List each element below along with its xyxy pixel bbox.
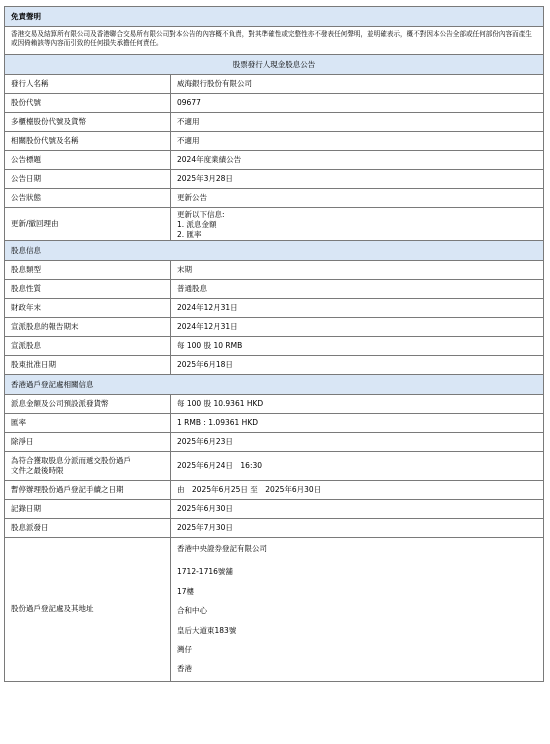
row-label: 宣派股息的報告期末 (5, 318, 171, 337)
announcement-title: 股票發行人現金股息公告 (5, 55, 544, 75)
dividend-row (5, 299, 544, 318)
disclaimer-title: 免責聲明 (5, 7, 544, 27)
address-line: 香港中央證券登記有限公司 (177, 544, 267, 553)
issuer-row (5, 94, 544, 113)
issuer-row (5, 151, 544, 170)
row-value: 2025年6月30日 (171, 500, 544, 519)
disclaimer-header-row (5, 7, 544, 27)
row-label: 記錄日期 (5, 500, 171, 519)
address-line: 17樓 (177, 586, 195, 596)
reason-line: 更新以下信息: (177, 210, 225, 219)
row-value: 2025年3月28日 (171, 170, 544, 189)
disclaimer-text: 香港交易及結算所有限公司及香港聯合交易所有限公司對本公告的內容概不負責，對其準確性或完整性亦不發表任何聲明，並明確表示，概不對因本公告全部或任何部份內容而產生或因倚賴該等內容而引致的任何損失承擔任何責任。 (5, 27, 544, 55)
row-label: 公告狀態 (5, 189, 171, 208)
row-value: 2025年7月30日 (171, 519, 544, 538)
row-label: 公告標題 (5, 151, 171, 170)
update-reason-row (5, 208, 544, 241)
update-reason-value (171, 208, 544, 241)
hk-section-header (5, 375, 544, 395)
row-label: 匯率 (5, 414, 171, 433)
issuer-row (5, 132, 544, 151)
row-label (5, 452, 171, 481)
row-value: 2025年6月23日 (171, 433, 544, 452)
row-value: 普通股息 (171, 280, 544, 299)
reason-line: 1. 派息金額 (177, 220, 217, 229)
row-value: 2024年12月31日 (171, 299, 544, 318)
row-label: 股息性質 (5, 280, 171, 299)
row-value: 不適用 (171, 113, 544, 132)
address-line: 皇后大道東183號 (177, 625, 237, 635)
dividend-row (5, 280, 544, 299)
hk-row (5, 433, 544, 452)
cutoff-row (5, 452, 544, 481)
issuer-row (5, 170, 544, 189)
issuer-row (5, 189, 544, 208)
row-label: 多櫃檯股份代號及貨幣 (5, 113, 171, 132)
row-label: 財政年末 (5, 299, 171, 318)
announcement-document (4, 6, 544, 682)
row-value: 09677 (171, 94, 544, 113)
row-label: 相關股份代號及名稱 (5, 132, 171, 151)
registrar-row (5, 538, 544, 682)
address-line: 灣仔 (177, 644, 192, 654)
closure-row (5, 481, 544, 500)
cutoff-label-line: 為符合獲取股息分派而遞交股份過戶 (11, 456, 131, 465)
reason-line: 2. 匯率 (177, 230, 202, 239)
row-value: 威海銀行股份有限公司 (171, 75, 544, 94)
row-label: 股東批准日期 (5, 356, 171, 375)
row-label: 宣派股息 (5, 337, 171, 356)
cutoff-label-line: 文件之最後時限 (11, 466, 64, 475)
row-value: 2024年度業績公告 (171, 151, 544, 170)
announcement-title-row (5, 55, 544, 75)
registrar-address (171, 538, 544, 682)
row-value: 末期 (171, 261, 544, 280)
hk-row (5, 395, 544, 414)
row-value: 每 100 股 10 RMB (171, 337, 544, 356)
row-value: 2025年6月18日 (171, 356, 544, 375)
hk-row (5, 519, 544, 538)
address-line: 1712-1716號舖 (177, 567, 233, 577)
row-value: 不適用 (171, 132, 544, 151)
row-value: 2024年12月31日 (171, 318, 544, 337)
row-value: 1 RMB : 1.09361 HKD (171, 414, 544, 433)
row-label: 派息金額及公司預設派發貨幣 (5, 395, 171, 414)
row-label: 暫停辦理股份過戶登記手續之日期 (5, 481, 171, 500)
row-label: 股份代號 (5, 94, 171, 113)
row-label: 除淨日 (5, 433, 171, 452)
issuer-row (5, 75, 544, 94)
hk-row (5, 500, 544, 519)
section-title: 股息信息 (5, 241, 544, 261)
row-label: 更新/撤回理由 (5, 208, 171, 241)
issuer-row (5, 113, 544, 132)
row-value: 更新公告 (171, 189, 544, 208)
address-line: 香港 (177, 664, 192, 674)
disclaimer-text-row (5, 27, 544, 55)
row-value: 2025年6月24日 16:30 (171, 452, 544, 481)
row-value: 由 2025年6月25日 至 2025年6月30日 (171, 481, 544, 500)
row-label: 股份過戶登記處及其地址 (5, 538, 171, 682)
hk-row (5, 414, 544, 433)
dividend-section-header (5, 241, 544, 261)
section-title: 香港過戶登記處相關信息 (5, 375, 544, 395)
row-label: 發行人名稱 (5, 75, 171, 94)
dividend-row (5, 318, 544, 337)
announcement-table (4, 6, 544, 682)
row-label: 股息派發日 (5, 519, 171, 538)
dividend-row (5, 356, 544, 375)
row-label: 公告日期 (5, 170, 171, 189)
row-value: 每 100 股 10.9361 HKD (171, 395, 544, 414)
dividend-row (5, 337, 544, 356)
row-label: 股息類型 (5, 261, 171, 280)
address-line: 合和中心 (177, 606, 207, 616)
dividend-row (5, 261, 544, 280)
